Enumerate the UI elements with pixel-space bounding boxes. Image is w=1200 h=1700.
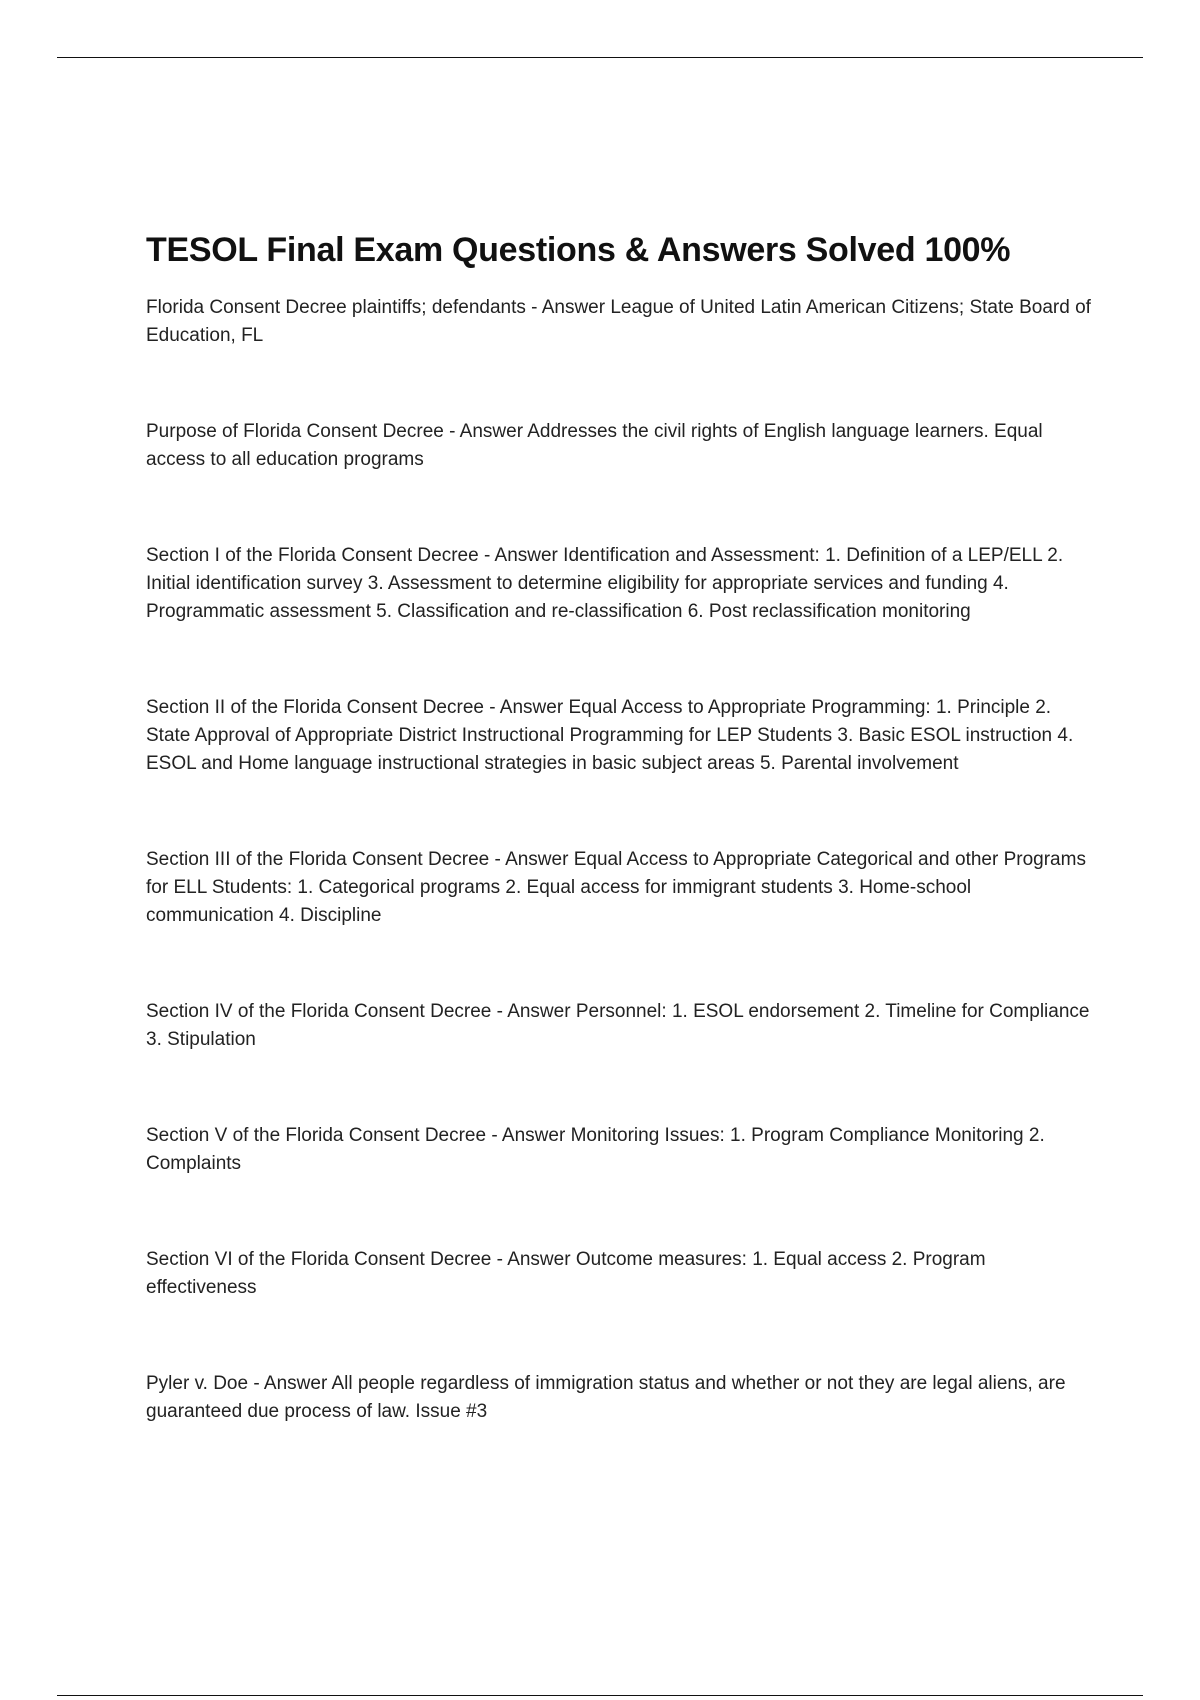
answer-text: Equal Access to Appropriate Programming: 1. Principle 2. State Approval of Appropriate District Instructional Programming for LEP Students 3. Basic ESOL instruction 4. ESOL and Home language instructional strategies in basic subject areas 5. Parental involvement <box>146 697 1074 774</box>
answer-separator: - Answer <box>248 1373 332 1394</box>
answer-text: Addresses the civil rights of English language learners. Equal access to all education programs <box>146 421 1043 470</box>
question-text: Section I of the Florida Consent Decree <box>146 545 479 566</box>
answer-separator: - Answer <box>491 1249 576 1270</box>
qa-item <box>146 846 1096 930</box>
answer-separator: - Answer <box>525 297 611 318</box>
answer-separator: - Answer <box>486 1125 571 1146</box>
question-text: Section VI of the Florida Consent Decree <box>146 1249 492 1270</box>
qa-item <box>146 1246 1096 1302</box>
answer-separator: - Answer <box>478 545 564 566</box>
answer-separator: - Answer <box>489 849 574 870</box>
qa-item <box>146 998 1096 1054</box>
qa-item <box>146 694 1096 778</box>
question-text: Section II of the Florida Consent Decree <box>146 697 484 718</box>
answer-separator: - Answer <box>443 421 528 442</box>
qa-item <box>146 418 1096 474</box>
qa-item <box>146 542 1096 626</box>
qa-item <box>146 1122 1096 1178</box>
answer-text: League of United Latin American Citizens; State Board of Education, FL <box>146 297 1091 346</box>
answer-separator: - Answer <box>483 697 569 718</box>
question-text: Section III of the Florida Consent Decree <box>146 849 490 870</box>
document-body <box>146 228 1096 1426</box>
question-text: Section IV of the Florida Consent Decree <box>146 1001 492 1022</box>
answer-text: Monitoring Issues: 1. Program Compliance Monitoring 2. Complaints <box>146 1125 1045 1174</box>
question-text: Florida Consent Decree plaintiffs; defendants <box>146 297 526 318</box>
answer-text: All people regardless of immigration status and whether or not they are legal aliens, are guaranteed due process of law. Issue #3 <box>146 1373 1066 1422</box>
question-text: Pyler v. Doe <box>146 1373 249 1394</box>
top-divider <box>57 57 1143 58</box>
bottom-divider <box>57 1695 1143 1696</box>
question-text: Purpose of Florida Consent Decree <box>146 421 444 442</box>
qa-item <box>146 1370 1096 1426</box>
answer-text: Identification and Assessment: 1. Definition of a LEP/ELL 2. Initial identification survey 3. Assessment to determine eligibility for appropriate services and funding 4. Programmatic assessment 5. Classification and re-classification 6. Post reclassification monitoring <box>146 545 1064 622</box>
qa-item <box>146 294 1096 350</box>
question-text: Section V of the Florida Consent Decree <box>146 1125 487 1146</box>
answer-text: Personnel: 1. ESOL endorsement 2. Timeline for Compliance 3. Stipulation <box>146 1001 1090 1050</box>
answer-separator: - Answer <box>491 1001 576 1022</box>
answer-text: Outcome measures: 1. Equal access 2. Program effectiveness <box>146 1249 986 1298</box>
answer-text: Equal Access to Appropriate Categorical and other Programs for ELL Students: 1. Categorical programs 2. Equal access for immigrant students 3. Home-school communication 4. Discipline <box>146 849 1086 926</box>
document-title: TESOL Final Exam Questions & Answers Solved 100% <box>146 231 1011 269</box>
